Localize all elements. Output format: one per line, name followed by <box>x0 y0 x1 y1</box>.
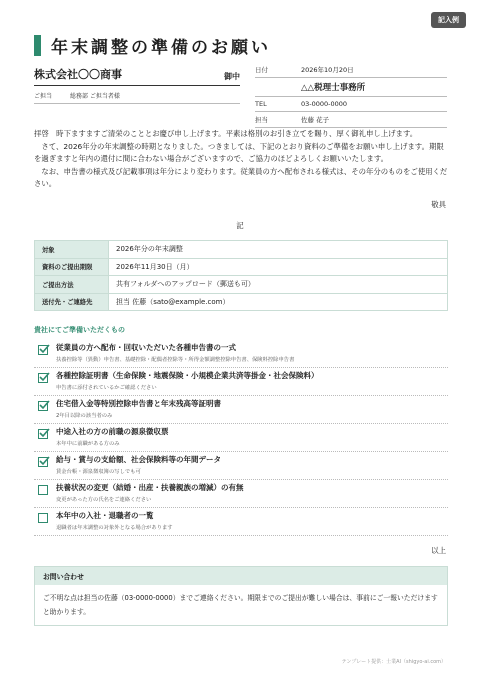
checklist-item-title: 各種控除証明書（生命保険・地震保険・小規模企業共済等掛金・社会保険料） <box>56 371 319 380</box>
sender-value: 佐藤 花子 <box>301 116 330 124</box>
sender-office-name: △△税理士事務所 <box>301 83 366 93</box>
recipient-honorific: 御中 <box>224 72 240 81</box>
list-item <box>34 480 448 508</box>
body-paragraph: さて、2026年分の年末調整の時期となりました。つきましては、下記のとおり資料のご準備をお願い申し上げます。期限を過ぎますと年内の還付に間に合わない場合がございますので、ご協力のほどよろしくお願いいたします。 <box>34 141 444 164</box>
sender-key: TEL <box>255 100 267 108</box>
body-paragraph: なお、申告書の様式及び記載事項は年分により変わります。従業員の方へ配布される様式は、その年分のものをご使用ください。 <box>34 166 448 189</box>
checklist-item-title: 給与・賞与の支給額、社会保険料等の年間データ <box>56 455 221 464</box>
checklist-item-note: 申告書に添付されているかご確認ください <box>56 385 157 391</box>
table-row <box>35 258 448 276</box>
info-value: 2026年分の年末調整 <box>109 241 448 259</box>
contact-text: ご不明な点は担当の佐藤（03-0000-0000）までご連絡ください。期限までのご提出が難しい場合は、事前にご一報いただけますと助かります。 <box>43 594 438 616</box>
recipient-contact <box>34 86 240 104</box>
info-key: 送付先・ご連絡先 <box>35 293 109 311</box>
table-row <box>35 293 448 311</box>
info-key: 対象 <box>35 241 109 259</box>
page-title: 年末調整の準備のお願い <box>51 38 271 58</box>
section-title: 貴社にてご準備いただくもの <box>34 326 125 334</box>
sender-row <box>255 78 447 97</box>
checkbox-checked[interactable] <box>38 457 48 467</box>
info-value: 担当 佐藤（sato@example.com） <box>109 293 448 311</box>
sender-block <box>255 62 447 128</box>
recipient-company: 株式会社〇〇商事 <box>34 68 122 81</box>
checklist-item-title: 扶養状況の変更（結婚・出産・扶養親族の増減）の有無 <box>56 483 244 492</box>
recipient-contact-label: ご担当 <box>34 93 53 100</box>
checklist-item-note: 2年目以降の該当者のみ <box>56 413 113 419</box>
sender-key: 日付 <box>255 66 268 74</box>
checklist-item-note: 退職者は年末調整の対象外となる場合があります <box>56 525 173 531</box>
contact-heading: お問い合わせ <box>35 567 447 585</box>
list-item <box>34 368 448 396</box>
checklist-item-title: 本年中の入社・退職者の一覧 <box>56 511 154 520</box>
checkbox[interactable] <box>38 485 48 495</box>
footer-credit: テンプレート提供：士業AI（shigyo-ai.com） <box>341 659 446 665</box>
checkbox-checked[interactable] <box>38 401 48 411</box>
ki-marker: 記 <box>236 221 244 230</box>
title-accent-bar <box>34 35 41 56</box>
checkbox-checked[interactable] <box>38 373 48 383</box>
checklist-item-title: 住宅借入金等特別控除申告書と年末残高等証明書 <box>56 399 221 408</box>
info-key: ご提出方法 <box>35 276 109 294</box>
list-item <box>34 508 448 536</box>
sender-key: 担当 <box>255 116 268 124</box>
checkmark-icon <box>38 343 50 355</box>
checkbox[interactable] <box>38 513 48 523</box>
list-item <box>34 340 448 368</box>
checklist-item-note: 扶養控除等（異動）申告書、基礎控除・配偶者控除等・所得金額調整控除申告書、保険料控除申告書 <box>56 357 295 363</box>
sample-badge: 記入例 <box>431 12 466 28</box>
table-row <box>35 276 448 294</box>
info-value: 2026年11月30日（月） <box>109 258 448 276</box>
checkmark-icon <box>38 455 50 467</box>
letter-body <box>34 128 448 191</box>
checklist-item-note: 賃金台帳・源泉徴収簿の写しでも可 <box>56 469 141 475</box>
ijo-marker: 以上 <box>431 546 446 555</box>
checklist-item-title: 従業員の方へ配布・回収いただいた各種申告書の一式 <box>56 343 236 352</box>
contact-box <box>34 566 448 626</box>
checkmark-icon <box>38 371 50 383</box>
checkmark-icon <box>38 399 50 411</box>
checkmark-icon <box>38 427 50 439</box>
recipient-block <box>34 66 240 104</box>
info-value: 共有フォルダへのアップロード（郵送も可） <box>109 276 448 294</box>
checklist-item-note: 変更があった方の氏名をご連絡ください <box>56 497 152 503</box>
checklist-item-note: 本年中に前職がある方のみ <box>56 441 120 447</box>
table-row <box>35 241 448 259</box>
sender-row <box>255 112 447 128</box>
title-row <box>34 33 271 58</box>
list-item <box>34 396 448 424</box>
checkbox-checked[interactable] <box>38 429 48 439</box>
sender-row <box>255 97 447 112</box>
checkbox-checked[interactable] <box>38 345 48 355</box>
sender-value: 2026年10月20日 <box>301 66 354 74</box>
checklist <box>34 340 448 536</box>
sender-value: 03-0000-0000 <box>301 100 348 108</box>
recipient-contact-value: 総務部 ご担当者様 <box>70 93 120 100</box>
checklist-item-title: 中途入社の方の前職の源泉徴収票 <box>56 427 169 436</box>
info-table <box>34 240 448 311</box>
company-line <box>34 66 240 86</box>
closing-keigu: 敬具 <box>431 200 446 209</box>
sender-row <box>255 62 447 78</box>
list-item <box>34 452 448 480</box>
list-item <box>34 424 448 452</box>
info-key: 資料のご提出期限 <box>35 258 109 276</box>
body-paragraph: 拝啓 時下ますますご清栄のこととお慶び申し上げます。平素は格別のお引き立てを賜り、厚く御礼申し上げます。 <box>34 129 418 138</box>
